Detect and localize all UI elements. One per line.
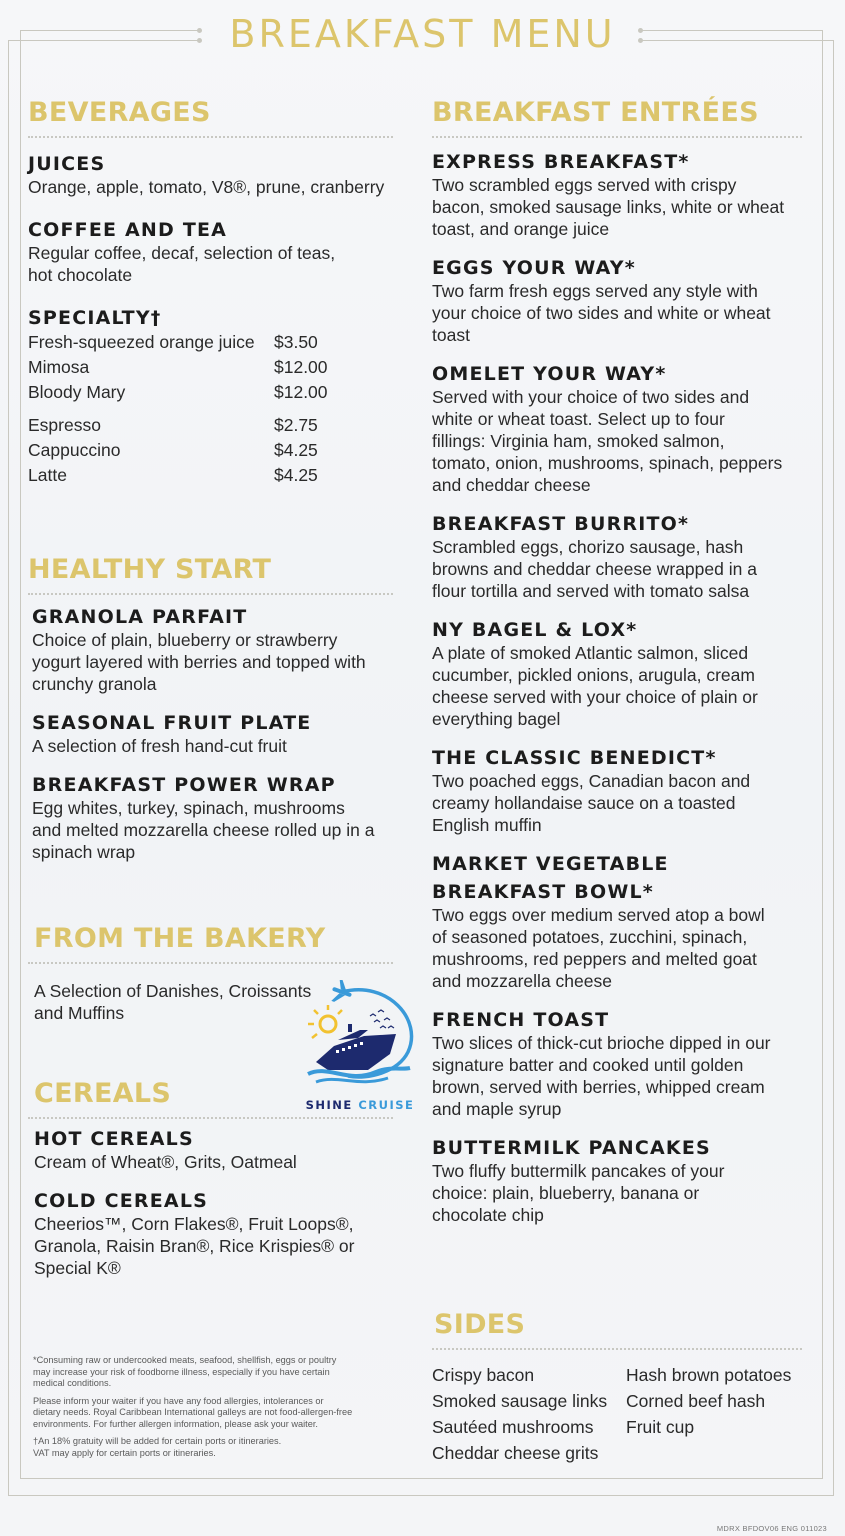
footer-code: MDRX BFDOV06 ENG 011023: [716, 1524, 827, 1533]
section-heading-entrees: BREAKFAST ENTRÉES: [432, 97, 759, 128]
shine-cruise-logo: [298, 980, 422, 1112]
item-desc: and cheddar cheese: [432, 475, 591, 495]
drink-name: Latte: [28, 465, 67, 485]
item-desc: and maple syrup: [432, 1099, 562, 1119]
menu-item-breakfast-burrito: [432, 512, 802, 602]
item-desc: creamy hollandaise sauce on a toasted: [432, 793, 736, 813]
item-desc: A selection of fresh hand-cut fruit: [32, 736, 287, 756]
dotted-divider: [28, 593, 393, 595]
item-desc: toast, and orange juice: [432, 219, 610, 239]
menu-item-hot-cereals: [28, 1127, 393, 1173]
menu-item-specialty: [28, 306, 393, 488]
item-desc: white or wheat toast. Select up to four: [432, 409, 725, 429]
menu-item-vegetable-bowl: [432, 852, 802, 992]
item-desc: Cheerios™, Corn Flakes®, Fruit Loops®,: [34, 1214, 354, 1234]
item-desc: chocolate chip: [432, 1205, 544, 1225]
item-name: SEASONAL FRUIT PLATE: [32, 712, 312, 734]
price-row: [28, 330, 393, 355]
item-name: BREAKFAST POWER WRAP: [32, 774, 336, 796]
cruise-ship-icon: [298, 980, 422, 1092]
item-desc: Two fluffy buttermilk pancakes of your: [432, 1161, 725, 1181]
dotted-divider: [28, 962, 393, 964]
frame-bottom-outer: [8, 1495, 834, 1496]
menu-item-seasonal-fruit-plate: [28, 711, 393, 757]
item-desc: signature batter and cooked until golden: [432, 1055, 744, 1075]
item-name: HOT CEREALS: [34, 1128, 194, 1150]
menu-item-bagel-lox: [432, 618, 802, 730]
item-name: FRENCH TOAST: [432, 1009, 610, 1031]
item-desc: spinach wrap: [32, 842, 136, 862]
item-name: EXPRESS BREAKFAST*: [432, 151, 690, 173]
frame-outer-right: [833, 40, 834, 1495]
side-item: Fruit cup: [626, 1417, 695, 1437]
item-desc: yogurt layered with berries and topped with: [32, 652, 366, 672]
menu-item-classic-benedict: [432, 746, 802, 836]
sides-list: [432, 1362, 802, 1466]
menu-item-express-breakfast: [432, 150, 802, 240]
item-desc: Choice of plain, blueberry or strawberry: [32, 630, 338, 650]
item-desc: mushrooms, red peppers and melted goat: [432, 949, 757, 969]
disclaimer-block: [33, 1355, 403, 1459]
disclaimer-gratuity: †An 18% gratuity will be added for certain ports or itineraries. VAT may apply for certain ports or itineraries.: [33, 1436, 282, 1458]
side-item: Hash brown potatoes: [626, 1365, 792, 1385]
item-desc: Regular coffee, decaf, selection of teas,: [28, 243, 336, 263]
item-name: COFFEE AND TEA: [28, 219, 228, 241]
item-desc: flour tortilla and served with tomato salsa: [432, 581, 750, 601]
dotted-divider: [432, 136, 802, 138]
frame-inner-right: [822, 30, 823, 1478]
side-item: Sautéed mushrooms: [432, 1417, 594, 1437]
item-desc: browns and cheddar cheese wrapped in a: [432, 559, 757, 579]
menu-item-eggs-your-way: [432, 256, 802, 346]
drink-name: Mimosa: [28, 357, 90, 377]
item-desc: Cream of Wheat®, Grits, Oatmeal: [34, 1152, 297, 1172]
item-name: COLD CEREALS: [34, 1190, 209, 1212]
item-desc: Two scrambled eggs served with crispy: [432, 175, 737, 195]
menu-item-omelet-your-way: [432, 362, 802, 496]
disclaimer-allergens: Please inform your waiter if you have any food allergies, intolerances or dietary needs. Royal Caribbean International galleys are not food-allergen-free environments. For further allergen information, please ask your waiter.: [33, 1395, 353, 1429]
entrees-section: [432, 96, 802, 1226]
menu-item-power-wrap: [28, 773, 393, 863]
item-desc: cucumber, pickled onions, arugula, cream: [432, 665, 755, 685]
section-heading-bakery: FROM THE BAKERY: [34, 923, 326, 954]
item-name: BREAKFAST BURRITO*: [432, 513, 690, 535]
drink-price: $4.25: [274, 465, 318, 485]
item-desc: Two farm fresh eggs served any style with: [432, 281, 758, 301]
beverages-section: [28, 96, 393, 488]
drink-name: Bloody Mary: [28, 382, 126, 402]
section-heading-beverages: BEVERAGES: [28, 97, 211, 128]
menu-item-juices: [28, 152, 393, 198]
side-item: Cheddar cheese grits: [432, 1443, 599, 1463]
item-desc: brown, served with berries, whipped cream: [432, 1077, 765, 1097]
item-desc: Granola, Raisin Bran®, Rice Krispies® or: [34, 1236, 355, 1256]
frame-inner-left: [20, 30, 21, 1478]
menu-item-french-toast: [432, 1008, 802, 1120]
price-row: [28, 413, 393, 438]
dotted-divider: [28, 136, 393, 138]
menu-item-buttermilk-pancakes: [432, 1136, 802, 1226]
item-desc: hot chocolate: [28, 265, 133, 285]
menu-item-cold-cereals: [28, 1189, 393, 1279]
item-desc: everything bagel: [432, 709, 561, 729]
item-name: BREAKFAST BOWL*: [432, 881, 654, 903]
item-desc: A plate of smoked Atlantic salmon, sliced: [432, 643, 749, 663]
item-desc: choice: plain, blueberry, banana or: [432, 1183, 700, 1203]
price-row: [28, 380, 393, 405]
logo-wordmark: SHINE CRUISE: [305, 1098, 415, 1112]
healthy-start-section: [28, 553, 393, 863]
item-desc: your choice of two sides and white or wheat: [432, 303, 771, 323]
dotted-divider: [28, 1117, 393, 1119]
item-desc: Egg whites, turkey, spinach, mushrooms: [32, 798, 345, 818]
item-desc: fillings: Virginia ham, smoked salmon,: [432, 431, 725, 451]
item-desc: Orange, apple, tomato, V8®, prune, cranberry: [28, 177, 385, 197]
side-item: Crispy bacon: [432, 1365, 535, 1385]
item-name: GRANOLA PARFAIT: [32, 606, 248, 628]
drink-price: $2.75: [274, 415, 318, 435]
side-item: Corned beef hash: [626, 1391, 766, 1411]
item-desc: of seasoned potatoes, zucchini, spinach,: [432, 927, 748, 947]
item-desc: tomato, onion, mushrooms, spinach, peppers: [432, 453, 783, 473]
drink-name: Cappuccino: [28, 440, 121, 460]
price-row: [28, 355, 393, 380]
item-desc: Scrambled eggs, chorizo sausage, hash: [432, 537, 744, 557]
item-name: NY BAGEL & LOX*: [432, 619, 638, 641]
drink-name: Fresh-squeezed orange juice: [28, 332, 255, 352]
drink-name: Espresso: [28, 415, 101, 435]
section-heading-cereals: CEREALS: [34, 1078, 172, 1109]
item-desc: and mozzarella cheese: [432, 971, 612, 991]
menu-item-coffee-tea: [28, 218, 393, 286]
frame-bottom-inner: [20, 1478, 823, 1479]
drink-price: $4.25: [274, 440, 318, 460]
frame-outer-left: [8, 40, 9, 1495]
item-desc: Two eggs over medium served atop a bowl: [432, 905, 765, 925]
item-desc: English muffin: [432, 815, 542, 835]
item-desc: and Muffins: [34, 1003, 125, 1023]
item-desc: Served with your choice of two sides and: [432, 387, 750, 407]
page-title: BREAKFAST MENU: [229, 12, 616, 56]
sides-section: [432, 1308, 802, 1466]
menu-item-granola-parfait: [28, 605, 393, 695]
item-desc: cheese served with your choice of plain or: [432, 687, 758, 707]
item-name: JUICES: [28, 153, 106, 175]
item-name: SPECIALTY†: [28, 307, 162, 329]
item-name: BUTTERMILK PANCAKES: [432, 1137, 711, 1159]
item-desc: Two slices of thick-cut brioche dipped in our: [432, 1033, 771, 1053]
price-row: [28, 438, 393, 463]
item-name: MARKET VEGETABLE: [432, 853, 669, 875]
section-heading-healthy-start: HEALTHY START: [28, 554, 272, 585]
item-name: EGGS YOUR WAY*: [432, 257, 636, 279]
item-name: THE CLASSIC BENEDICT*: [432, 747, 717, 769]
drink-price: $12.00: [274, 382, 328, 402]
drink-price: $12.00: [274, 357, 328, 377]
price-row: [28, 463, 393, 488]
side-item: Smoked sausage links: [432, 1391, 608, 1411]
disclaimer-foodborne: *Consuming raw or undercooked meats, seafood, shellfish, eggs or poultry may increase your risk of foodborne illness, especially if you have certain medical conditions.: [33, 1355, 337, 1388]
item-desc: toast: [432, 325, 470, 345]
item-desc: Two poached eggs, Canadian bacon and: [432, 771, 751, 791]
item-desc: and melted mozzarella cheese rolled up in a: [32, 820, 375, 840]
drink-price: $3.50: [274, 332, 318, 352]
section-heading-sides: SIDES: [434, 1309, 526, 1340]
item-desc: crunchy granola: [32, 674, 157, 694]
item-name: OMELET YOUR WAY*: [432, 363, 667, 385]
item-desc: bacon, smoked sausage links, white or wheat: [432, 197, 785, 217]
item-desc: Special K®: [34, 1258, 121, 1278]
item-desc: A Selection of Danishes, Croissants: [34, 981, 312, 1001]
dotted-divider: [432, 1348, 802, 1350]
